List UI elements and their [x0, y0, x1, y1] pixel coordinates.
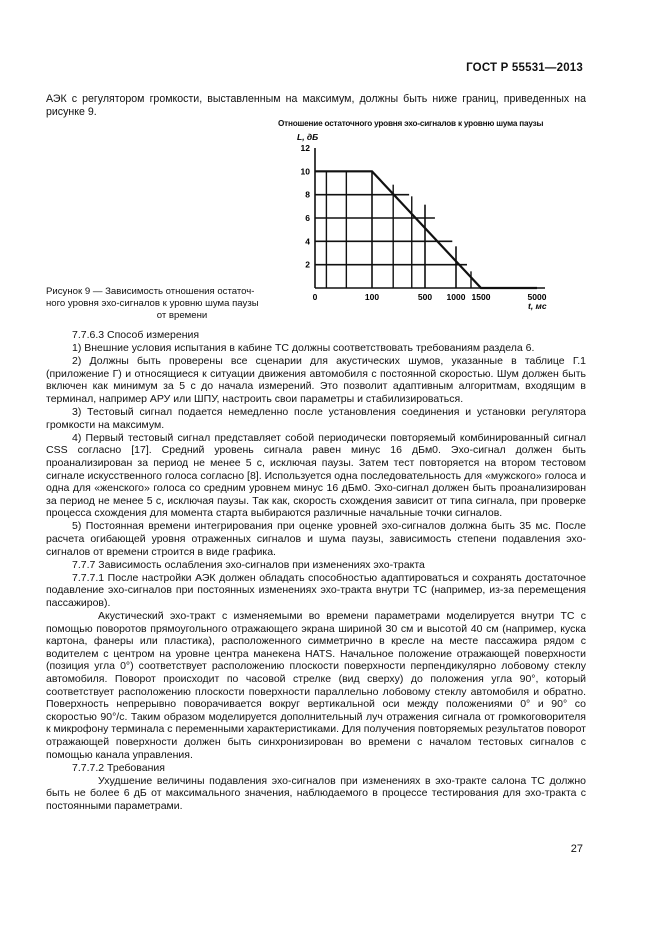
paragraph: 3) Тестовый сигнал подается немедленно после установления соединения и установки регулятора громкости на максимум. [46, 406, 586, 431]
paragraph: Ухудшение величины подавления эхо-сигналов при изменениях в эхо-тракте салона ТС должно быть не более 6 дБ от максимального значения, наблюдаемого в процессе тестирования для эхо-тракта с постоянными параметрами. [46, 774, 586, 812]
body-text [46, 329, 586, 813]
x-tick-label: 500 [417, 292, 433, 302]
x-tick-label: 1500 [471, 292, 491, 302]
paragraph: 7.7.7.2 Требования [72, 761, 165, 774]
y-tick-label: 6 [305, 213, 310, 223]
y-axis-label: L, дБ [297, 132, 319, 142]
grid-lines [315, 171, 471, 288]
echo-ratio-chart [270, 128, 560, 318]
tick-labels [301, 143, 547, 302]
caption-line: от времени [156, 310, 208, 321]
limit-curve [315, 171, 537, 288]
page-number: 27 [570, 843, 583, 855]
y-tick-label: 12 [300, 143, 310, 153]
figure-caption [46, 286, 278, 322]
paragraph: 5) Постоянная времени интегрирования при оценке уровней эхо-сигналов должна быть 35 мс. После расчета огибающей уровня отраженных сигналов и шума паузы, зависимость степени подавления эхо-сигналов от времени строится в виде графика. [46, 520, 586, 558]
x-tick-label: 0 [312, 292, 318, 302]
paragraph: 2) Должны быть проверены все сценарии для акустических шумов, указанные в таблице Г.1 (приложение Г) и относящиеся к ситуации движения автомобиля с постоянной скоростью. Шум должен быть включен как минимум за 5 с до начала измерений. Это позволит адаптивным алгоритмам, входящим в терминал, например АРУ или ШПУ, настроить свои параметры и стабилизироваться. [46, 355, 586, 405]
paragraph: 1) Внешние условия испытания в кабине ТС должны соответствовать требованиям раздела 6. [72, 342, 535, 355]
paragraph: 7.7.7 Зависимость ослабления эхо-сигналов при изменениях эхо-тракта [72, 558, 425, 571]
document-header: ГОСТ Р 55531—2013 [466, 62, 583, 74]
y-tick-label: 8 [305, 189, 310, 200]
paragraph: Акустический эхо-тракт с изменяемыми во времени параметрами моделируется внутри ТС с помощью поворотов прямоугольного отражающего экрана шириной 30 см и высотой 40 см (например, куска картона, фанеры или пластика), расположенного симметрично в кресле на месте пассажира рядом с водителем с центром на уровне центра манекена HATS. Начальное положение отражающей поверхности (позиция угла 0°) соответствует расположению плоскости поверхности перпендикулярно лобовому стеклу автомобиля. Поворот происходит по часовой стрелке (вид сверху) до положения угла 90°, который соответствует расположению плоскости поверхности параллельно лобовому стеклу автомобиля и обратно. Поверхность непрерывно поворачивается вокруг вертикальной оси между положениями 0° и 90° со скоростью 90°/с. Таким образом моделируется дополнительный луч отражения сигнала от громкоговорителя к микрофону терминала с переменными характеристиками. Для получения повторяемых результатов поворот отражающей поверхности должен быть синхронизирован во времени с началом тестовых сигналов с помощью канала управления. [46, 610, 586, 761]
caption-line: Рисунок 9 — Зависимость отношения остаточ- [46, 286, 255, 297]
intro-paragraph: АЭК с регулятором громкости, выставленным на максимум, должны быть ниже границ, приведенных на рисунке 9. [46, 93, 586, 118]
y-tick-label: 2 [305, 259, 310, 270]
x-axis-label: t, мс [528, 301, 547, 311]
paragraph: 7.7.6.3 Способ измерения [72, 329, 200, 341]
series-layer [315, 171, 537, 288]
x-tick-label: 5000 [527, 292, 547, 302]
x-tick-label: 100 [364, 292, 380, 302]
y-tick-label: 4 [305, 236, 310, 247]
paragraph: 4) Первый тестовый сигнал представляет собой периодически повторяемый комбинированный сигнал CSS согласно [17]. Средний уровень сигнала равен минус 16 дБм0. Эхо-сигнал должен быть проанализирован за период не менее 5 с, исключая паузы. Затем тест повторяется на втором тестовом сигнале искусственного голоса согласно [8]. Используется одна последовательность для «мужского» голоса и одна для «женского» голоса со средним уровнем минус 16 дБм0. Эхо-сигнал должен быть проанализирован за период не менее 5 с, исключая паузы. Так как, скорость схождения зависит от типа сигнала, при проверке процесса схождения для момента старта выбираются различные начальные точки сигналов. [46, 431, 586, 520]
paragraph: 7.7.7.1 После настройки АЭК должен обладать способностью адаптироваться и сохранять достаточное подавление эхо-сигналов при постоянных изменениях эхо-тракта внутри ТС (например, из-за перемещения пассажиров). [46, 571, 586, 609]
x-tick-label: 1000 [446, 292, 466, 302]
caption-line: ного уровня эхо-сигналов к уровню шума паузы [46, 298, 259, 309]
chart-title: Отношение остаточного уровня эхо-сигналов к уровню шума паузы [278, 119, 544, 128]
y-tick-label: 10 [300, 166, 310, 177]
